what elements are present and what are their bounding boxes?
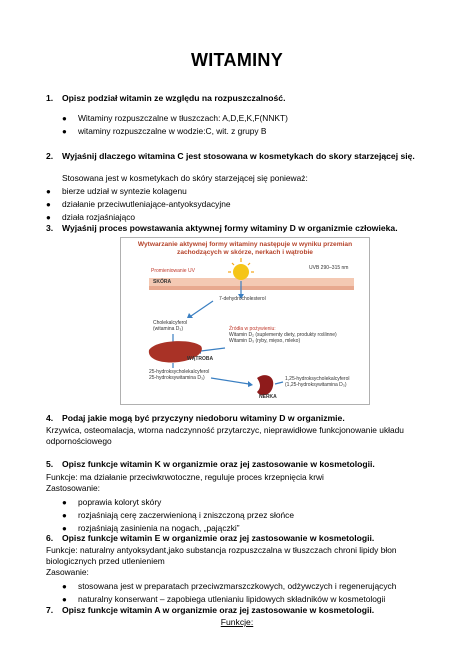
sun-icon: [228, 258, 254, 280]
question-number: 3.: [46, 223, 54, 233]
question-7: [46, 605, 375, 615]
question-number: 5.: [46, 459, 54, 469]
question-4: [46, 413, 345, 423]
function-text: Funkcje: naturalny antyoksydant,jako substancja rozpuszczalna w tłuszczach chroni lipidy błon biologicznych przed utlenieniem: [46, 545, 397, 566]
question-text: Wyjaśnij proces powstawania aktywnej formy witaminy D w organizmie człowieka.: [62, 223, 398, 233]
bullet-icon: ●: [62, 524, 67, 533]
answer-intro: Stosowana jest w kosmetykach do skóry starzejącej się ponieważ:: [62, 173, 308, 183]
bullet-icon: ●: [46, 187, 51, 196]
bullet-icon: ●: [62, 595, 67, 604]
bullet-icon: ●: [62, 582, 67, 591]
question-number: 7.: [46, 605, 54, 615]
question-text: Opisz podział witamin ze względu na rozpuszczalność.: [62, 93, 286, 103]
list-item: ● rozjaśniają zasinienia na nogach, „pajączki”: [62, 523, 240, 533]
question-1: [46, 93, 286, 103]
question-number: 4.: [46, 413, 54, 423]
hydroxy-label: 25-hydroksycholekalcyferol 25-hydroksywitamina D₃): [149, 369, 210, 381]
arrow: [191, 301, 213, 316]
kidney-label: NERKA: [259, 394, 277, 400]
use-label: Zasowanie:: [46, 567, 89, 577]
bullet-icon: ●: [62, 114, 67, 123]
question-text: Opisz funkcje witamin A w organizmie oraz jej zastosowanie w kosmetologii.: [62, 605, 375, 615]
arrow: [275, 382, 283, 384]
bullet-icon: ●: [62, 498, 67, 507]
arrow: [211, 378, 249, 384]
food-sources-label: Źródła w pożywieniu: Witamin D₂ (suplementy diety, produkty roślinne) Witamin D₃ (ryby, mięso, mleko): [229, 326, 337, 344]
kidney-icon: [257, 375, 273, 395]
list-item: ● naturalny konserwant – zapobiega utlenianiu lipidowych składników w kosmetologii: [62, 594, 386, 604]
answer-text: Krzywica, osteomalacja, wtorna nadczynność przytarczyc, nieprawidłowe funkcjonowanie układu odpornościowego: [46, 425, 404, 446]
skin-band: [149, 278, 354, 286]
skin-layer: [149, 286, 354, 290]
question-number: 2.: [46, 151, 54, 161]
active-form-label: 1,25-hydroksycholekalcyferol (1,25-hydroksywitamina D₃): [285, 376, 350, 388]
use-label: Zastosowanie:: [46, 483, 100, 493]
question-number: 6.: [46, 533, 54, 543]
list-item: ● rozjaśniają cerę zaczerwienioną i zniszczoną przez słońce: [62, 510, 294, 520]
question-3: [46, 223, 398, 233]
arrow-head-icon: [248, 381, 253, 387]
bullet-icon: ●: [46, 213, 51, 222]
question-text: Opisz funkcje witamin E w organizmie oraz jej zastosowanie w kosmetologii.: [62, 533, 375, 543]
cholecalciferol-label: Cholekalcyferol (witamina D₃): [153, 320, 188, 332]
list-item: ● działa rozjaśniająco: [46, 212, 136, 222]
question-number: 1.: [46, 93, 54, 103]
list-item: ● stosowana jest w preparatach przeciwzmarszczkowych, odżywczych i regenerujących: [62, 581, 397, 591]
bullet-icon: ●: [46, 200, 51, 209]
list-item: ● działanie przeciwutleniające-antyoksydacyjne: [46, 199, 231, 209]
dehydrocholesterol-label: 7-dehydrocholesterol: [219, 296, 266, 302]
uv-label: Promieniowanie UV: [151, 268, 195, 274]
bullet-icon: ●: [62, 127, 67, 136]
liver-label: WĄTROBA: [187, 356, 214, 362]
list-item: ● witaminy rozpuszczalne w wodzie:C, wit. z grupy B: [62, 126, 267, 136]
skin-label: SKÓRA: [153, 279, 172, 285]
bullet-icon: ●: [62, 511, 67, 520]
question-text: Podaj jakie mogą być przyczyny niedoboru witaminy D w organizmie.: [62, 413, 345, 423]
function-text: Funkcje: ma działanie przeciwkrwotoczne, reguluje proces krzepnięcia krwi: [46, 472, 324, 482]
question-5: [46, 459, 375, 469]
vitamin-d-figure: [120, 237, 370, 405]
list-item: ● poprawia koloryt skóry: [62, 497, 162, 507]
list-item: ● Witaminy rozpuszczalne w tłuszczach: A,D,E,K,F(NNKT): [62, 113, 288, 123]
question-6: [46, 533, 375, 543]
function-label: Funkcje:: [220, 617, 254, 627]
list-item: ● bierze udział w syntezie kolagenu: [46, 186, 187, 196]
question-2: [46, 151, 415, 161]
page-title: WITAMINY: [190, 50, 284, 70]
arrow: [201, 348, 225, 351]
question-text: Opisz funkcje witamin K w organizmie oraz jej zastosowanie w kosmetologii.: [62, 459, 375, 469]
question-text: Wyjaśnij dlaczego witamina C jest stosowana w kosmetykach do skory starzejącej się.: [62, 151, 415, 161]
uvb-label: UVB 290–315 nm: [309, 265, 349, 271]
figure-title: Wytwarzanie aktywnej formy witaminy następuje w wyniku przemian zachodzących w skórze, nerkach i wątrobie: [137, 241, 353, 256]
